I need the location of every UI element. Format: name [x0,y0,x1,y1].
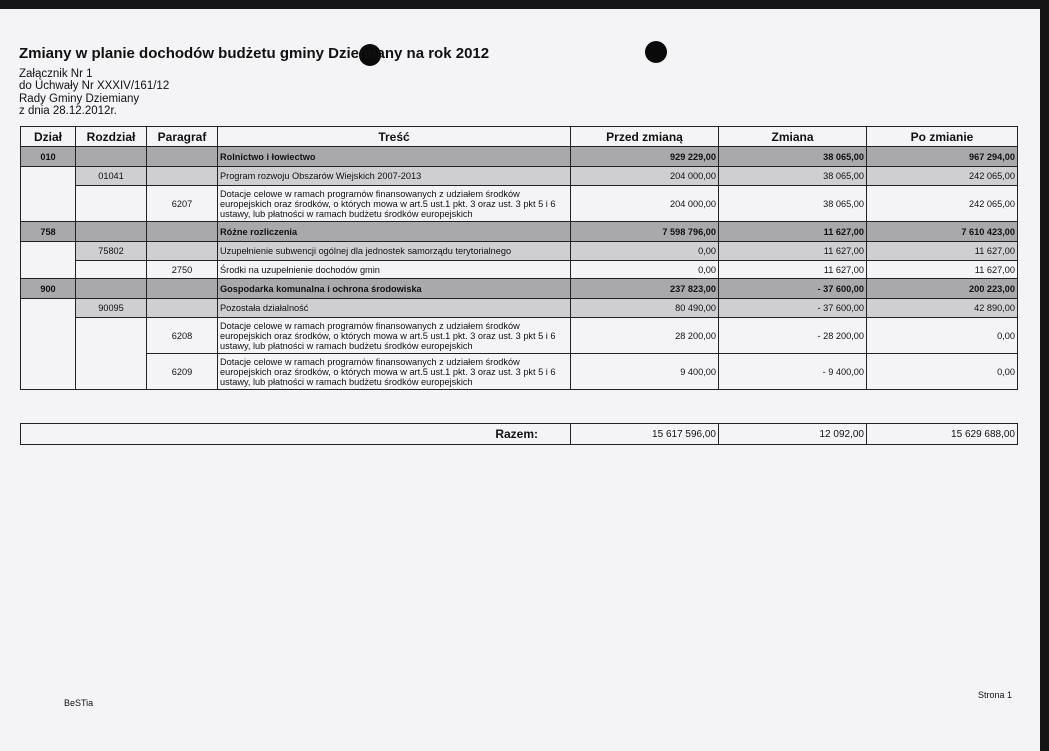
empty-cell [147,299,218,318]
paragraf-code: 6207 [147,186,218,222]
amount-before: 204 000,00 [571,167,719,186]
amount-change: 38 065,00 [719,186,867,222]
total-table [20,423,1018,445]
amount-after: 11 627,00 [867,261,1018,279]
total-after: 15 629 688,00 [867,424,1018,445]
dzial-row [21,222,1018,242]
amount-after: 0,00 [867,354,1018,390]
empty-cell [147,222,218,242]
empty-cell [147,279,218,299]
empty-cell [76,261,147,279]
rozdzial-row [21,299,1018,318]
paragraf-row [21,186,1018,222]
total-change: 12 092,00 [719,424,867,445]
dzial-name: Różne rozliczenia [218,222,571,242]
empty-cell [147,167,218,186]
empty-cell [76,147,147,167]
amount-change: 11 627,00 [719,242,867,261]
amount-before: 9 400,00 [571,354,719,390]
amount-change: - 28 200,00 [719,318,867,354]
amount-before: 929 229,00 [571,147,719,167]
dzial-row [21,279,1018,299]
rozdzial-name: Uzupełnienie subwencji ogólnej dla jednostek samorządu terytorialnego [218,242,571,261]
meta-line: Rady Gminy Dziemiany [19,92,140,105]
column-header: Dział [21,127,76,147]
dzial-code: 900 [21,279,76,299]
dzial-code: 758 [21,222,76,242]
amount-after: 7 610 423,00 [867,222,1018,242]
amount-before: 7 598 796,00 [571,222,719,242]
table-header-row [21,127,1018,147]
amount-after: 242 065,00 [867,186,1018,222]
document-meta [19,68,169,117]
meta-line: z dnia 28.12.2012r. [19,104,117,117]
amount-after: 42 890,00 [867,299,1018,318]
paragraf-text: Środki na uzupełnienie dochodów gmin [218,261,571,279]
amount-change: - 37 600,00 [719,299,867,318]
paragraf-code: 6209 [147,354,218,390]
paragraf-text: Dotacje celowe w ramach programów finansowanych z udziałem środków europejskich oraz środków, o których mowa w art.5 ust.1 pkt. 3 oraz ust. 3 pkt 5 i 6 ustawy, lub płatności w ramach budżetu środków europejskich [218,354,571,390]
rozdzial-code: 90095 [76,299,147,318]
empty-cell [21,299,76,390]
rozdzial-row [21,242,1018,261]
paragraf-row [21,261,1018,279]
total-row [21,424,1018,445]
paragraf-text: Dotacje celowe w ramach programów finansowanych z udziałem środków europejskich oraz środków, o których mowa w art.5 ust.1 pkt. 3 oraz ust. 3 pkt 5 i 6 ustawy, lub płatności w ramach budżetu środków europejskich [218,186,571,222]
empty-cell [147,147,218,167]
page-number: Strona 1 [978,690,1013,700]
amount-change: - 37 600,00 [719,279,867,299]
empty-cell [76,186,147,222]
amount-after: 200 223,00 [867,279,1018,299]
rozdzial-code: 75802 [76,242,147,261]
meta-line: Załącznik Nr 1 [19,68,93,80]
rozdzial-code: 01041 [76,167,147,186]
amount-after: 242 065,00 [867,167,1018,186]
column-header: Przed zmianą [571,127,719,147]
amount-after: 967 294,00 [867,147,1018,167]
total-label: Razem: [21,424,571,445]
empty-cell [76,318,147,390]
document-title: Zmiany w planie dochodów budżetu gminy Dziemiany na rok 2012 [19,45,490,62]
empty-cell [76,222,147,242]
column-header: Po zmianie [867,127,1018,147]
paragraf-code: 2750 [147,261,218,279]
punch-hole [645,41,667,63]
rozdzial-name: Pozostała działalność [218,299,571,318]
paragraf-code: 6208 [147,318,218,354]
empty-cell [21,242,76,279]
column-header: Rozdział [76,127,147,147]
budget-table [20,126,1018,390]
column-header: Treść [218,127,571,147]
empty-cell [21,167,76,222]
amount-change: 38 065,00 [719,147,867,167]
paragraf-row [21,354,1018,390]
amount-before: 0,00 [571,242,719,261]
column-header: Paragraf [147,127,218,147]
dzial-name: Gospodarka komunalna i ochrona środowiska [218,279,571,299]
amount-change: 38 065,00 [719,167,867,186]
amount-after: 11 627,00 [867,242,1018,261]
meta-line: do Uchwały Nr XXXIV/161/12 [19,80,170,93]
amount-change: 11 627,00 [719,261,867,279]
paragraf-row [21,318,1018,354]
paragraf-text: Dotacje celowe w ramach programów finansowanych z udziałem środków europejskich oraz środków, o których mowa w art.5 ust.1 pkt. 3 oraz ust. 3 pkt 5 i 6 ustawy, lub płatności w ramach budżetu środków europejskich [218,318,571,354]
empty-cell [76,279,147,299]
amount-change: - 9 400,00 [719,354,867,390]
dzial-name: Rolnictwo i łowiectwo [218,147,571,167]
column-header: Zmiana [719,127,867,147]
amount-before: 80 490,00 [571,299,719,318]
rozdzial-row [21,167,1018,186]
empty-cell [147,242,218,261]
footer-software-name: BeSTia [64,698,94,708]
amount-before: 237 823,00 [571,279,719,299]
dzial-row [21,147,1018,167]
dzial-code: 010 [21,147,76,167]
document-page [0,9,1040,751]
amount-before: 28 200,00 [571,318,719,354]
amount-change: 11 627,00 [719,222,867,242]
amount-after: 0,00 [867,318,1018,354]
amount-before: 0,00 [571,261,719,279]
total-before: 15 617 596,00 [571,424,719,445]
rozdzial-name: Program rozwoju Obszarów Wiejskich 2007-2013 [218,167,571,186]
amount-before: 204 000,00 [571,186,719,222]
